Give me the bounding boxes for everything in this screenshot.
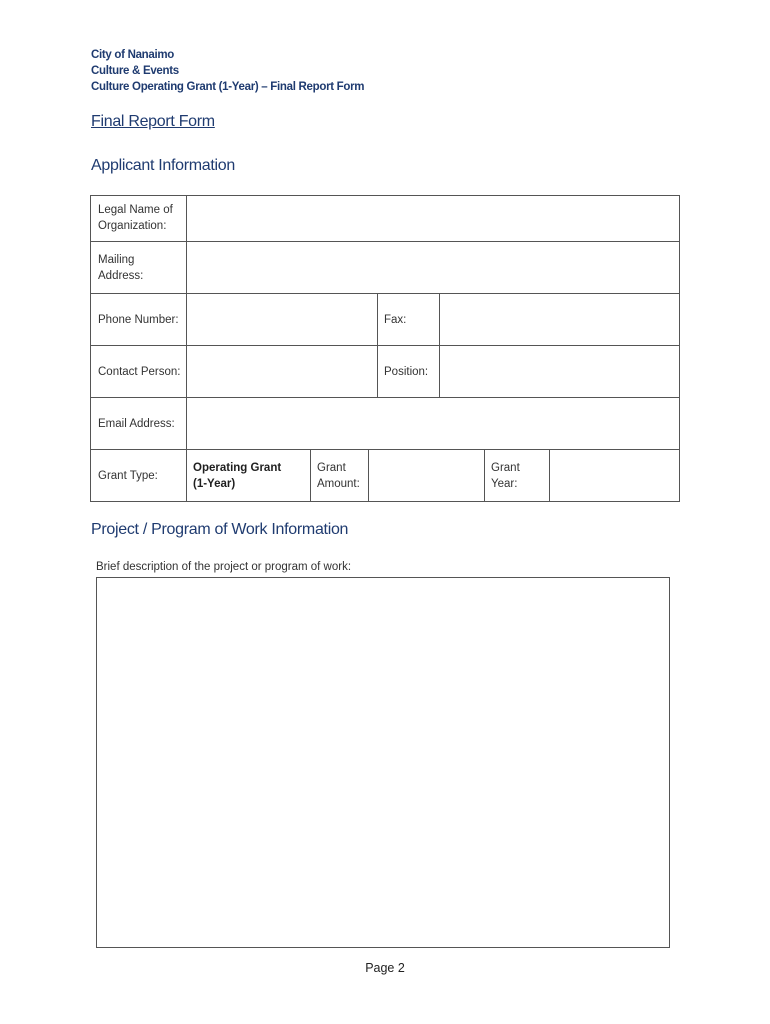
position-label-cell — [377, 345, 440, 398]
grant-type-value-line1: Operating Grant — [193, 462, 282, 474]
grant-type-label-cell — [90, 449, 187, 502]
fax-field[interactable] — [439, 293, 680, 346]
grant-type-value-line2: (1-Year) — [193, 478, 236, 490]
mailing-label-line1: Mailing — [98, 254, 135, 266]
form-title: Final Report Form — [91, 113, 215, 130]
email-label: Email Address: — [98, 418, 175, 430]
grant-amount-label-line1: Grant — [317, 462, 346, 474]
header-form-name: Culture Operating Grant (1-Year) – Final Report Form — [91, 81, 365, 93]
grant-year-label-line1: Grant — [491, 462, 520, 474]
grant-year-label-cell — [484, 449, 550, 502]
legal-name-label-line1: Legal Name of — [98, 204, 173, 216]
phone-label-cell — [90, 293, 187, 346]
fax-label: Fax: — [384, 314, 407, 326]
document-header — [91, 47, 364, 95]
description-textarea[interactable] — [96, 577, 670, 948]
mailing-address-field[interactable] — [186, 241, 680, 294]
legal-name-label-line2: Organization: — [98, 220, 167, 232]
contact-label: Contact Person: — [98, 366, 181, 378]
grant-year-label-line2: Year: — [491, 478, 518, 490]
grant-type-value-cell — [186, 449, 311, 502]
header-org: City of Nanaimo — [91, 49, 175, 61]
position-field[interactable] — [439, 345, 680, 398]
grant-amount-label-line2: Amount: — [317, 478, 360, 490]
contact-label-cell — [90, 345, 187, 398]
email-field[interactable] — [186, 397, 680, 450]
phone-field[interactable] — [186, 293, 378, 346]
fax-label-cell — [377, 293, 440, 346]
applicant-info-heading: Applicant Information — [91, 157, 236, 174]
grant-amount-field[interactable] — [368, 449, 485, 502]
mailing-label-line2: Address: — [98, 270, 144, 282]
legal-name-field[interactable] — [186, 195, 680, 242]
page-number: Page 2 — [365, 961, 405, 975]
mailing-address-label-cell — [90, 241, 187, 294]
grant-year-field[interactable] — [549, 449, 680, 502]
description-label: Brief description of the project or program of work: — [96, 561, 352, 573]
contact-person-field[interactable] — [186, 345, 378, 398]
grant-amount-label-cell — [310, 449, 369, 502]
position-label: Position: — [384, 366, 429, 378]
phone-label: Phone Number: — [98, 314, 179, 326]
grant-type-label: Grant Type: — [98, 470, 158, 482]
project-info-heading: Project / Program of Work Information — [91, 521, 349, 538]
header-department: Culture & Events — [91, 65, 179, 77]
email-label-cell — [90, 397, 187, 450]
legal-name-label-cell — [90, 195, 187, 242]
